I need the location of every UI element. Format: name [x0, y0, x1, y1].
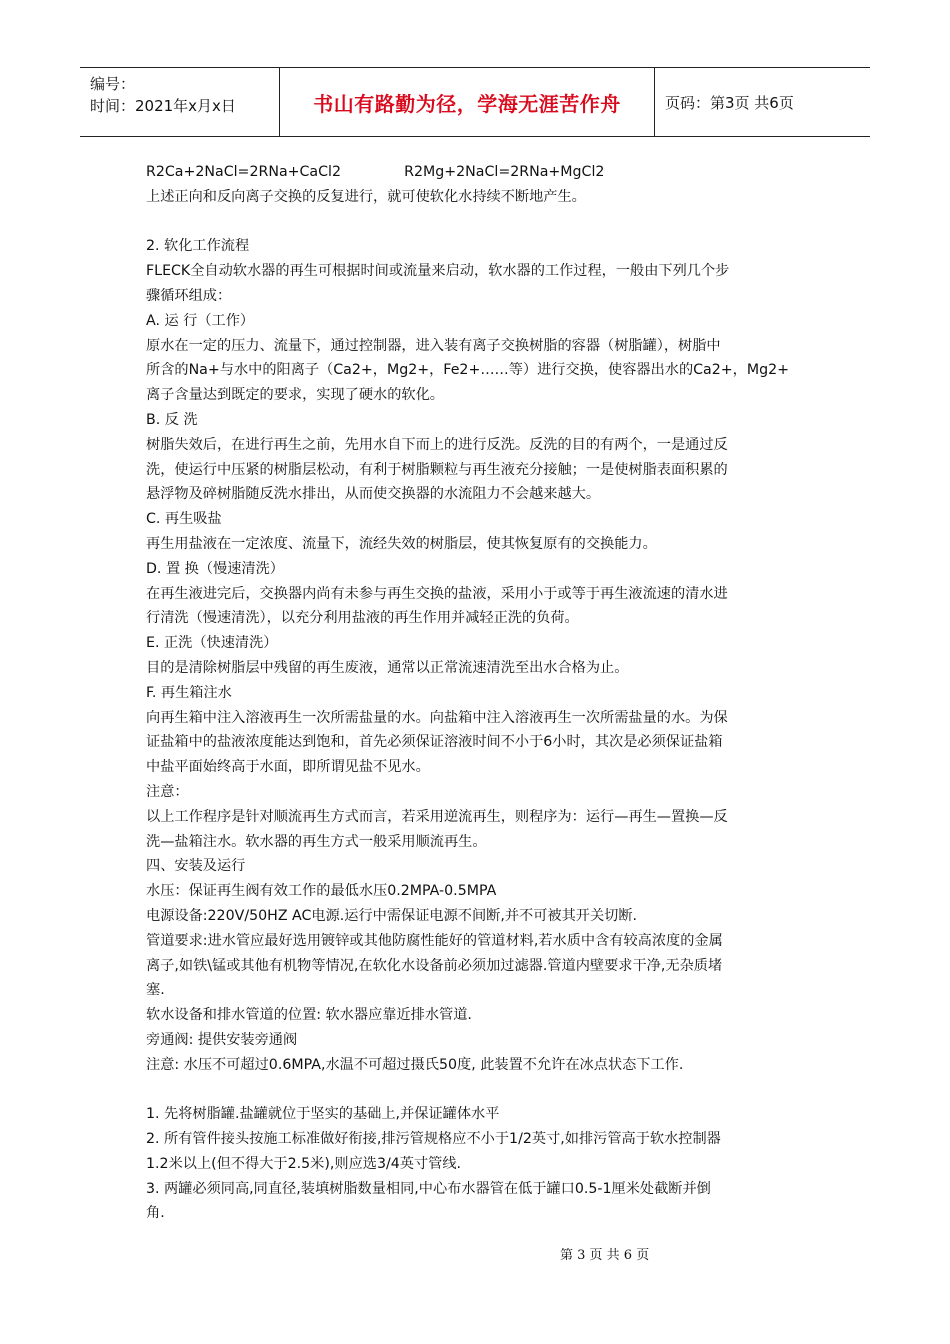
body-line: 3. 两罐必须同高,同直径,装填树脂数量相同,中心布水器管在低于罐口0.5-1厘米处截断并倒 [146, 1180, 711, 1197]
body-line [146, 210, 806, 235]
body-line: 2. 软化工作流程 [146, 238, 250, 255]
body-line: 上述正向和反向离子交换的反复进行，就可使软化水持续不断地产生。 [146, 188, 586, 205]
body-line: 证盐箱中的盐液浓度能达到饱和，首先必须保证溶液时间不小于6小时，其次是必须保证盐箱 [146, 734, 723, 751]
body-line: A. 运 行（工作） [146, 312, 255, 329]
body-line: 旁通阀: 提供安装旁通阀 [146, 1031, 298, 1048]
body-line: 悬浮物及碎树脂随反洗水排出，从而使交换器的水流阻力不会越来越大。 [146, 486, 601, 503]
body-line: 以上工作程序是针对顺流再生方式而言，若采用逆流再生，则程序为：运行—再生—置换—反 [146, 808, 728, 825]
body-line: 电源设备:220V/50HZ AC电源.运行中需保证电源不间断,并不可被其开关切断. [146, 907, 638, 924]
body-line: 树脂失效后，在进行再生之前，先用水自下而上的进行反洗。反洗的目的有两个，一是通过反 [146, 436, 728, 453]
body-line: 目的是清除树脂层中残留的再生废液，通常以正常流速清洗至出水合格为止。 [146, 659, 629, 676]
body-line: 再生用盐液在一定浓度、流量下，流经失效的树脂层，使其恢复原有的交换能力。 [146, 535, 657, 552]
body-line: 软水设备和排水管道的位置: 软水器应靠近排水管道. [146, 1007, 472, 1024]
body-line: 向再生箱中注入溶液再生一次所需盐量的水。向盐箱中注入溶液再生一次所需盐量的水。为保 [146, 709, 728, 726]
body-line: 离子含量达到既定的要求，实现了硬水的软化。 [146, 387, 444, 404]
body-line: 注意: 水压不可超过0.6MPA,水温不可超过摄氏50度, 此装置不允许在冰点状态下工作. [146, 1056, 684, 1073]
body-line: 骤循环组成： [146, 287, 232, 304]
body-line: 离子,如铁\锰或其他有机物等情况,在软化水设备前必须加过滤器.管道内壁要求干净,无杂质堵 [146, 957, 723, 974]
body-line: 1.2米以上(但不得大于2.5米),则应选3/4英寸管线. [146, 1155, 462, 1172]
body-line: 洗—盐箱注水。软水器的再生方式一般采用顺流再生。 [146, 833, 487, 850]
body-line: 注意： [146, 783, 189, 800]
body-line: 行清洗（慢速清洗），以充分利用盐液的再生作用并减轻正洗的负荷。 [146, 610, 579, 627]
body-line: 2. 所有管件接头按施工标准做好衔接,排污管规格应不小于1/2英寸,如排污管高于软水控制器 [146, 1131, 721, 1148]
body-line: E. 正洗（快速清洗） [146, 635, 278, 652]
page-footer: 第 3 页 共 6 页 [560, 1248, 650, 1263]
header-left-cell [80, 68, 280, 136]
header-page-number: 页码：第3页 共6页 [665, 93, 794, 112]
body-line: 塞. [146, 982, 165, 999]
body-line: 角. [146, 1205, 165, 1222]
body-line [146, 1077, 806, 1102]
document-body [146, 160, 806, 1226]
date-label: 时间：2021年x月x日 [90, 97, 236, 115]
body-line: 1. 先将树脂罐.盐罐就位于坚实的基础上,并保证罐体水平 [146, 1106, 500, 1123]
body-line: 四、安装及运行 [146, 858, 246, 875]
body-line: 原水在一定的压力、流量下，通过控制器，进入装有离子交换树脂的容器（树脂罐），树脂中 [146, 337, 721, 354]
body-line: 管道要求:进水管应最好选用镀锌或其他防腐性能好的管道材料,若水质中含有较高浓度的金属 [146, 932, 723, 949]
body-line: 在再生液进完后，交换器内尚有未参与再生交换的盐液，采用小于或等于再生液流速的清水进 [146, 585, 728, 602]
body-line: C. 再生吸盐 [146, 511, 222, 528]
body-line: 所含的Na+与水中的阳离子（Ca2+，Mg2+，Fe2+……等）进行交换，使容器出水的Ca2+，Mg2+ [146, 362, 790, 379]
body-line: R2Ca+2NaCl=2RNa+CaCl2 R2Mg+2NaCl=2RNa+MgCl2 [146, 164, 605, 180]
body-line: B. 反 洗 [146, 411, 198, 428]
page-header [80, 67, 870, 137]
body-line: 水压：保证再生阀有效工作的最低水压0.2MPA-0.5MPA [146, 883, 497, 900]
document-number-label: 编号： [90, 75, 136, 93]
body-line: 洗，使运行中压紧的树脂层松动，有利于树脂颗粒与再生液充分接触；一是使树脂表面积累的 [146, 461, 728, 478]
body-line: 中盐平面始终高于水面，即所谓见盐不见水。 [146, 759, 430, 776]
body-line: D. 置 换（慢速清洗） [146, 560, 284, 577]
body-line: F. 再生箱注水 [146, 684, 232, 701]
body-line: FLECK全自动软水器的再生可根据时间或流量来启动，软水器的工作过程，一般由下列几个步 [146, 263, 730, 280]
header-motto: 书山有路勤为径，学海无涯苦作舟 [280, 68, 655, 136]
